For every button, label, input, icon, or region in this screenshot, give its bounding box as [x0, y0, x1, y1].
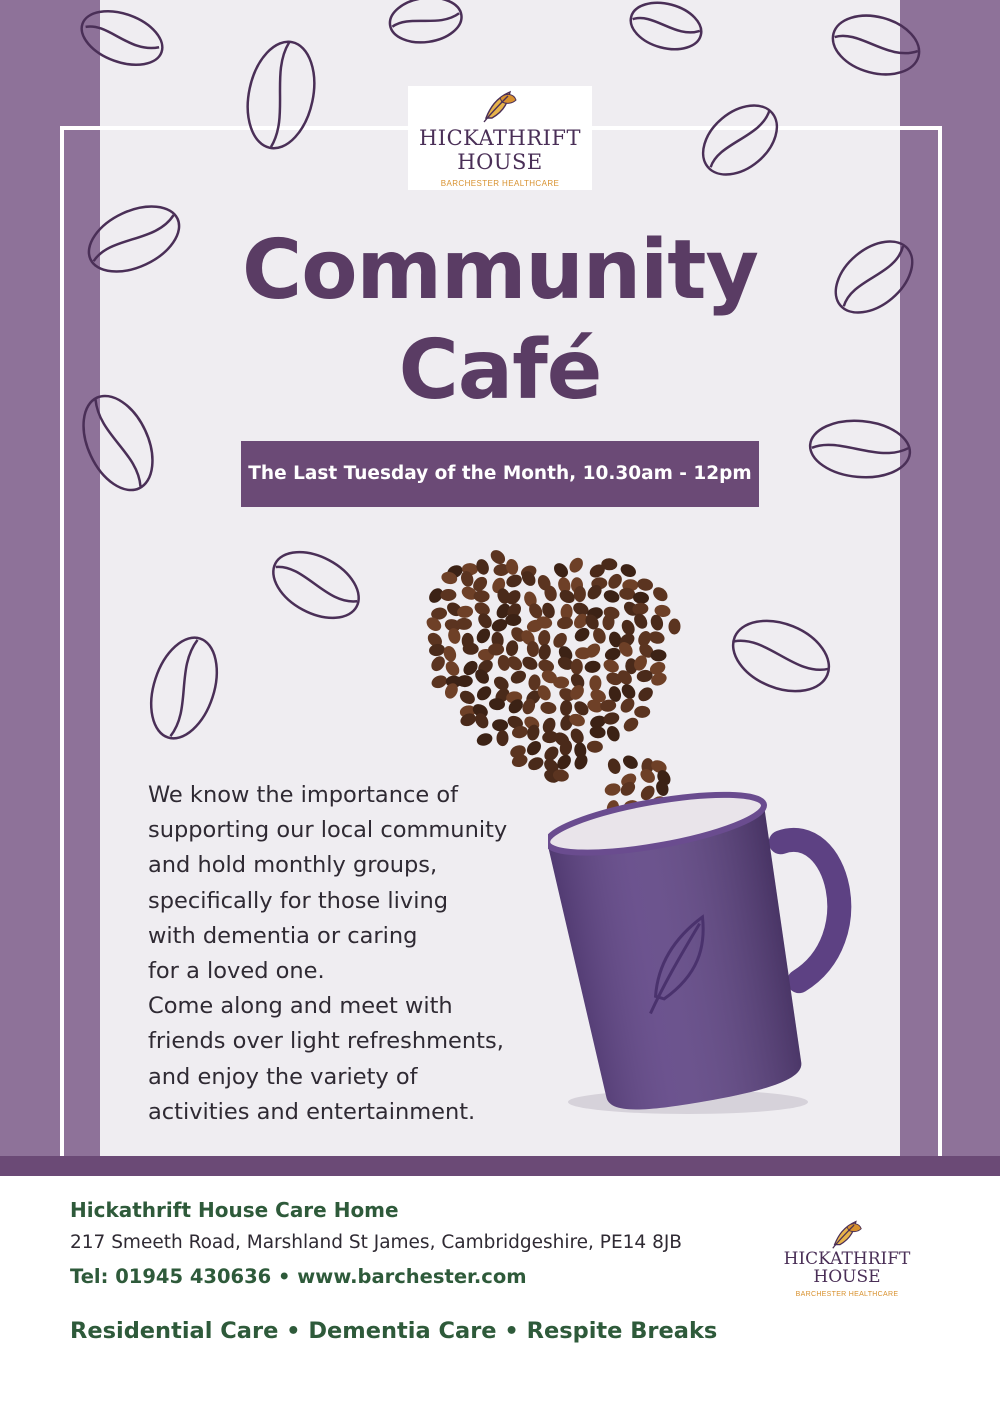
purple-mug-image — [548, 780, 858, 1120]
oak-leaf-logo-icon — [480, 88, 520, 124]
coffee-bean-sketch-icon — [626, 0, 706, 60]
description-line: specifically for those living — [148, 887, 449, 914]
hickathrift-logo — [408, 86, 592, 190]
description-line: friends over light refreshments, — [148, 1028, 504, 1055]
care-home-name: Hickathrift House Care Home — [70, 1198, 399, 1222]
footer-logo-subtitle: BARCHESTER HEALTHCARE — [795, 1291, 899, 1298]
address: 217 Smeeth Road, Marshland St James, Cambridgeshire, PE14 8JB — [70, 1232, 682, 1253]
coffee-bean-sketch-icon — [726, 608, 836, 704]
description-line: We know the importance of — [148, 782, 459, 808]
coffee-bean-sketch-icon — [74, 6, 170, 70]
description-line: with dementia or caring — [148, 922, 418, 949]
description-line: activities and entertainment. — [148, 1098, 476, 1125]
coffee-bean-sketch-icon — [236, 36, 326, 154]
coffee-bean-sketch-icon — [826, 6, 926, 84]
footer-logo — [772, 1216, 922, 1306]
services-list: Residential Care • Dementia Care • Respite Breaks — [70, 1318, 718, 1344]
coffee-bean-sketch-icon — [386, 0, 466, 44]
coffee-bean-sketch-icon — [804, 414, 916, 484]
description-line: Come along and meet with — [148, 993, 453, 1020]
coffee-bean-sketch-icon — [266, 544, 366, 626]
logo-name-line1: HICKATHRIFT — [418, 126, 582, 150]
footer-logo-name-line1: HICKATHRIFT — [783, 1249, 911, 1269]
description-line: for a loved one. — [148, 958, 325, 985]
bottom-divider-stripe — [0, 1156, 1000, 1176]
date-banner: The Last Tuesday of the Month, 10.30am - 12pm — [241, 441, 759, 507]
coffee-bean-sketch-icon — [694, 92, 786, 188]
page-title-line1: Community — [242, 223, 758, 318]
coffee-bean-sketch-icon — [142, 632, 226, 744]
description-text — [148, 778, 548, 1130]
description-line: supporting our local community — [148, 817, 508, 844]
oak-leaf-logo-icon — [828, 1218, 866, 1250]
description-line: and enjoy the variety of — [148, 1063, 418, 1090]
footer-logo-name-line2: HOUSE — [813, 1267, 881, 1287]
description-line: and hold monthly groups, — [148, 852, 438, 879]
logo-name-line2: HOUSE — [457, 150, 543, 174]
logo-subtitle: BARCHESTER HEALTHCARE — [440, 179, 560, 188]
footer — [0, 1176, 1000, 1402]
page-title-line2: Café — [398, 323, 602, 418]
contact-info: Tel: 01945 430636 • www.barchester.com — [70, 1265, 527, 1288]
